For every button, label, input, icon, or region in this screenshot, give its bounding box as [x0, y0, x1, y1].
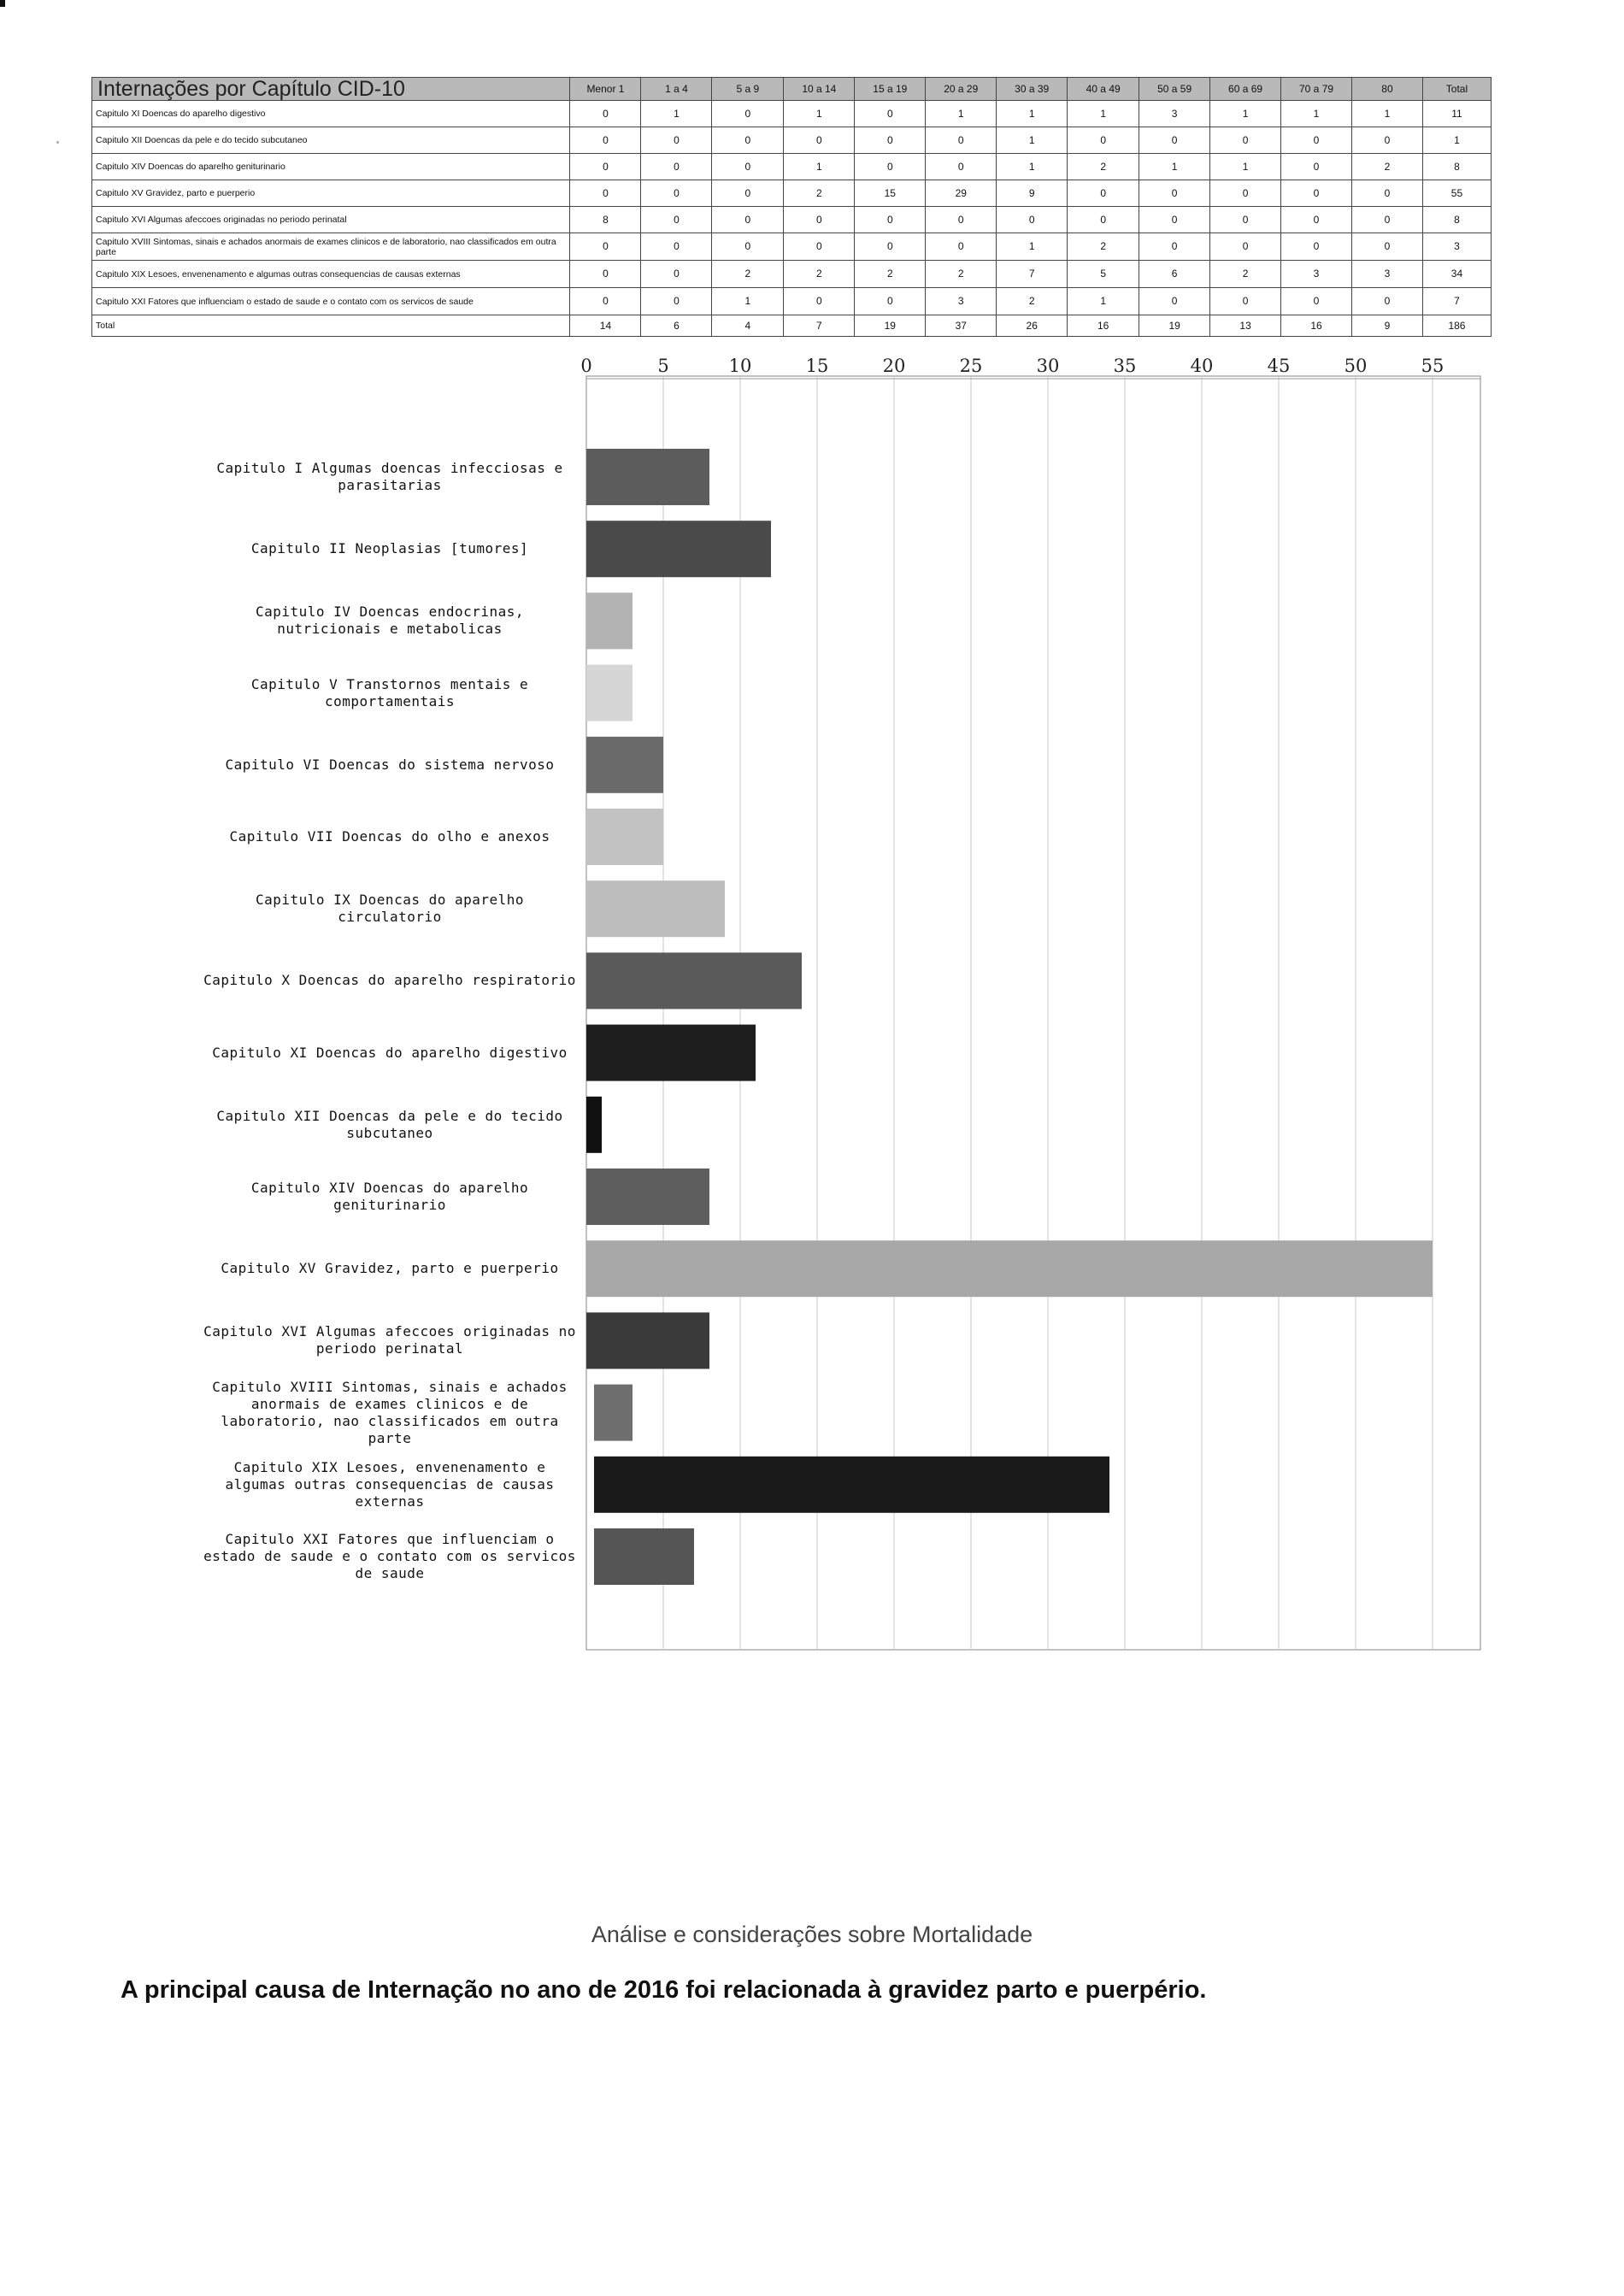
- cell-value: 3: [926, 288, 997, 315]
- bar: [586, 592, 633, 649]
- cell-value: 0: [1068, 180, 1139, 207]
- category-label: Capitulo II Neoplasias [tumores]: [250, 540, 529, 557]
- x-tick-label: 25: [959, 356, 983, 376]
- cell-value: 0: [712, 233, 784, 261]
- cell-value: 1: [997, 233, 1068, 261]
- cell-value: 1: [1281, 101, 1352, 127]
- cell-value: 2: [855, 261, 926, 288]
- cell-value: 0: [1281, 288, 1352, 315]
- cell-value: 0: [712, 127, 784, 154]
- x-tick-label: 20: [882, 356, 906, 376]
- cell-value: 3: [1139, 101, 1210, 127]
- cell-value: 19: [1139, 315, 1210, 337]
- cell-value: 0: [1210, 180, 1281, 207]
- cell-value: 0: [1139, 180, 1210, 207]
- cell-value: 0: [570, 261, 641, 288]
- cell-value: 11: [1422, 101, 1491, 127]
- cell-value: 2: [926, 261, 997, 288]
- cell-value: 2: [1210, 261, 1281, 288]
- cell-value: 7: [784, 315, 855, 337]
- cell-value: 0: [855, 101, 926, 127]
- bar: [586, 521, 771, 577]
- cell-value: 1: [784, 101, 855, 127]
- cell-value: 1: [1422, 127, 1491, 154]
- bar: [586, 449, 709, 505]
- cell-value: 16: [1281, 315, 1352, 337]
- row-label: Capitulo XIV Doencas do aparelho geniturinario: [92, 154, 570, 180]
- cell-value: 2: [784, 180, 855, 207]
- bar: [586, 809, 663, 865]
- category-label: Capitulo XVI Algumas afeccoes originadas no periodo perinatal: [203, 1323, 576, 1357]
- cell-value: 1: [712, 288, 784, 315]
- cell-value: 13: [1210, 315, 1281, 337]
- cell-value: 9: [997, 180, 1068, 207]
- cell-value: 0: [784, 127, 855, 154]
- cell-value: 0: [855, 207, 926, 233]
- category-label: Capitulo XIX Lesoes, envenenamento e algumas outras consequencias de causas externas: [225, 1458, 555, 1510]
- row-label: Total: [92, 315, 570, 337]
- x-tick-label: 55: [1421, 356, 1445, 376]
- cell-value: 2: [1068, 233, 1139, 261]
- cell-value: 0: [1352, 180, 1423, 207]
- col-header: 80: [1352, 78, 1423, 101]
- bar: [586, 665, 633, 721]
- cell-value: 0: [570, 233, 641, 261]
- cell-value: 0: [1281, 127, 1352, 154]
- cell-value: 37: [926, 315, 997, 337]
- cell-value: 0: [784, 288, 855, 315]
- cell-value: 2: [1068, 154, 1139, 180]
- cell-value: 26: [997, 315, 1068, 337]
- cell-value: 0: [855, 288, 926, 315]
- row-label: Capitulo XI Doencas do aparelho digestivo: [92, 101, 570, 127]
- bar: [586, 1240, 1433, 1297]
- category-label: Capitulo VII Doencas do olho e anexos: [229, 828, 550, 845]
- cell-value: 0: [1281, 233, 1352, 261]
- category-label: Capitulo VI Doencas do sistema nervoso: [225, 756, 555, 773]
- cell-value: 0: [1210, 233, 1281, 261]
- col-header: 5 a 9: [712, 78, 784, 101]
- category-label: Capitulo V Transtornos mentais e comportamentais: [250, 675, 529, 709]
- x-tick-label: 10: [728, 356, 752, 376]
- bar: [586, 1312, 709, 1369]
- cell-value: 0: [641, 288, 712, 315]
- cell-value: 2: [784, 261, 855, 288]
- cell-value: 1: [1352, 101, 1423, 127]
- cell-value: 8: [570, 207, 641, 233]
- col-header: Total: [1422, 78, 1491, 101]
- cell-value: 0: [1352, 233, 1423, 261]
- cell-value: 0: [1139, 207, 1210, 233]
- cell-value: 4: [712, 315, 784, 337]
- category-label: Capitulo IV Doencas endocrinas, nutricionais e metabolicas: [255, 603, 525, 638]
- table-title: Internações por Capítulo CID-10: [92, 78, 570, 101]
- category-label: Capitulo XIV Doencas do aparelho geniturinario: [250, 1180, 529, 1213]
- cell-value: 8: [1422, 154, 1491, 180]
- cell-value: 0: [1281, 180, 1352, 207]
- cell-value: 0: [641, 261, 712, 288]
- cell-value: 5: [1068, 261, 1139, 288]
- bar: [586, 880, 725, 937]
- conclusion-text: A principal causa de Internação no ano de 2016 foi relacionada à gravidez parto e puerpério.: [121, 1976, 1207, 2004]
- col-header: 30 a 39: [997, 78, 1068, 101]
- cell-value: 0: [997, 207, 1068, 233]
- bar: [586, 1169, 709, 1225]
- x-tick-label: 35: [1113, 356, 1137, 376]
- cell-value: 2: [712, 261, 784, 288]
- cell-value: 6: [1139, 261, 1210, 288]
- row-label: Capitulo XV Gravidez, parto e puerperio: [92, 180, 570, 207]
- x-tick-label: 40: [1190, 356, 1214, 376]
- cell-value: 0: [784, 233, 855, 261]
- col-header: 60 a 69: [1210, 78, 1281, 101]
- cell-value: 0: [926, 207, 997, 233]
- cell-value: 1: [784, 154, 855, 180]
- cell-value: 9: [1352, 315, 1423, 337]
- bar: [594, 1528, 694, 1585]
- section-title: Análise e considerações sobre Mortalidade: [591, 1922, 1033, 1947]
- cell-value: 0: [641, 127, 712, 154]
- cell-value: 0: [1210, 127, 1281, 154]
- cell-value: 8: [1422, 207, 1491, 233]
- cell-value: 1: [1210, 101, 1281, 127]
- cell-value: 7: [997, 261, 1068, 288]
- cell-value: 186: [1422, 315, 1491, 337]
- x-tick-label: 30: [1036, 356, 1060, 376]
- cell-value: 0: [1210, 288, 1281, 315]
- cell-value: 1: [1210, 154, 1281, 180]
- cell-value: 1: [926, 101, 997, 127]
- bar: [586, 1025, 756, 1081]
- cell-value: 0: [641, 154, 712, 180]
- col-header: Menor 1: [570, 78, 641, 101]
- cell-value: 29: [926, 180, 997, 207]
- x-tick-label: 5: [657, 356, 669, 376]
- x-tick-label: 50: [1344, 356, 1368, 376]
- row-label: Capitulo XXI Fatores que influenciam o estado de saude e o contato com os servicos de saude: [92, 288, 570, 315]
- cell-value: 1: [997, 127, 1068, 154]
- cell-value: 6: [641, 315, 712, 337]
- x-tick-label: 0: [580, 356, 592, 376]
- cell-value: 0: [570, 180, 641, 207]
- bar: [594, 1385, 633, 1441]
- cell-value: 0: [1068, 207, 1139, 233]
- cell-value: 0: [712, 101, 784, 127]
- cell-value: 0: [1139, 127, 1210, 154]
- cell-value: 1: [1139, 154, 1210, 180]
- cell-value: 1: [997, 154, 1068, 180]
- cell-value: 0: [855, 154, 926, 180]
- category-label: Capitulo XI Doencas do aparelho digestivo: [212, 1044, 568, 1061]
- col-header: 20 a 29: [926, 78, 997, 101]
- col-header: 50 a 59: [1139, 78, 1210, 101]
- cell-value: 0: [1352, 127, 1423, 154]
- cell-value: 0: [570, 154, 641, 180]
- cell-value: 14: [570, 315, 641, 337]
- cell-value: 0: [926, 127, 997, 154]
- cell-value: 1: [1068, 288, 1139, 315]
- cell-value: 0: [1139, 233, 1210, 261]
- cell-value: 55: [1422, 180, 1491, 207]
- col-header: 10 a 14: [784, 78, 855, 101]
- row-label: Capitulo XIX Lesoes, envenenamento e algumas outras consequencias de causas externas: [92, 261, 570, 288]
- cell-value: 0: [712, 207, 784, 233]
- cell-value: 2: [997, 288, 1068, 315]
- cell-value: 0: [784, 207, 855, 233]
- cell-value: 3: [1281, 261, 1352, 288]
- cell-value: 0: [570, 101, 641, 127]
- cell-value: 1: [1068, 101, 1139, 127]
- cell-value: 0: [1352, 288, 1423, 315]
- cell-value: 0: [1139, 288, 1210, 315]
- x-tick-label: 45: [1267, 356, 1291, 376]
- cell-value: 0: [1281, 207, 1352, 233]
- cell-value: 0: [855, 127, 926, 154]
- col-header: 1 a 4: [641, 78, 712, 101]
- row-label: Capitulo XVI Algumas afeccoes originadas no periodo perinatal: [92, 207, 570, 233]
- cell-value: 16: [1068, 315, 1139, 337]
- cell-value: 34: [1422, 261, 1491, 288]
- cell-value: 0: [641, 180, 712, 207]
- cell-value: 7: [1422, 288, 1491, 315]
- x-tick-label: 15: [805, 356, 829, 376]
- row-label: Capitulo XII Doencas da pele e do tecido subcutaneo: [92, 127, 570, 154]
- cell-value: 0: [855, 233, 926, 261]
- cell-value: 0: [712, 180, 784, 207]
- cell-value: 0: [641, 233, 712, 261]
- cell-value: 2: [1352, 154, 1423, 180]
- col-header: 70 a 79: [1281, 78, 1352, 101]
- cell-value: 19: [855, 315, 926, 337]
- cell-value: 3: [1352, 261, 1423, 288]
- col-header: 40 a 49: [1068, 78, 1139, 101]
- col-header: 15 a 19: [855, 78, 926, 101]
- cell-value: 0: [926, 154, 997, 180]
- cell-value: 1: [641, 101, 712, 127]
- cell-value: 0: [641, 207, 712, 233]
- bar: [594, 1457, 1109, 1513]
- category-label: Capitulo I Algumas doencas infecciosas e parasitarias: [216, 460, 563, 493]
- row-label: Capitulo XVIII Sintomas, sinais e achados anormais de exames clinicos e de laboratorio, nao classificados em outra parte: [92, 233, 570, 261]
- bar: [586, 737, 663, 793]
- category-label: Capitulo XII Doencas da pele e do tecido subcutaneo: [216, 1107, 563, 1141]
- category-label: Capitulo XVIII Sintomas, sinais e achados anormais de exames clinicos e de laboratorio, nao classificados em outra parte: [212, 1378, 568, 1446]
- cell-value: 0: [926, 233, 997, 261]
- cell-value: 0: [712, 154, 784, 180]
- cell-value: 0: [1068, 127, 1139, 154]
- cell-value: 0: [1210, 207, 1281, 233]
- cell-value: 1: [997, 101, 1068, 127]
- category-label: Capitulo X Doencas do aparelho respiratorio: [203, 972, 576, 989]
- cell-value: 0: [1281, 154, 1352, 180]
- cell-value: 15: [855, 180, 926, 207]
- cell-value: 0: [570, 127, 641, 154]
- bar: [586, 1097, 602, 1153]
- category-label: Capitulo XXI Fatores que influenciam o estado de saude e o contato com os servicos de saude: [203, 1531, 576, 1581]
- bar: [586, 952, 802, 1009]
- cell-value: 3: [1422, 233, 1491, 261]
- cell-value: 0: [1352, 207, 1423, 233]
- category-label: Capitulo IX Doencas do aparelho circulatorio: [255, 892, 525, 926]
- category-label: Capitulo XV Gravidez, parto e puerperio: [221, 1260, 559, 1277]
- cell-value: 0: [570, 288, 641, 315]
